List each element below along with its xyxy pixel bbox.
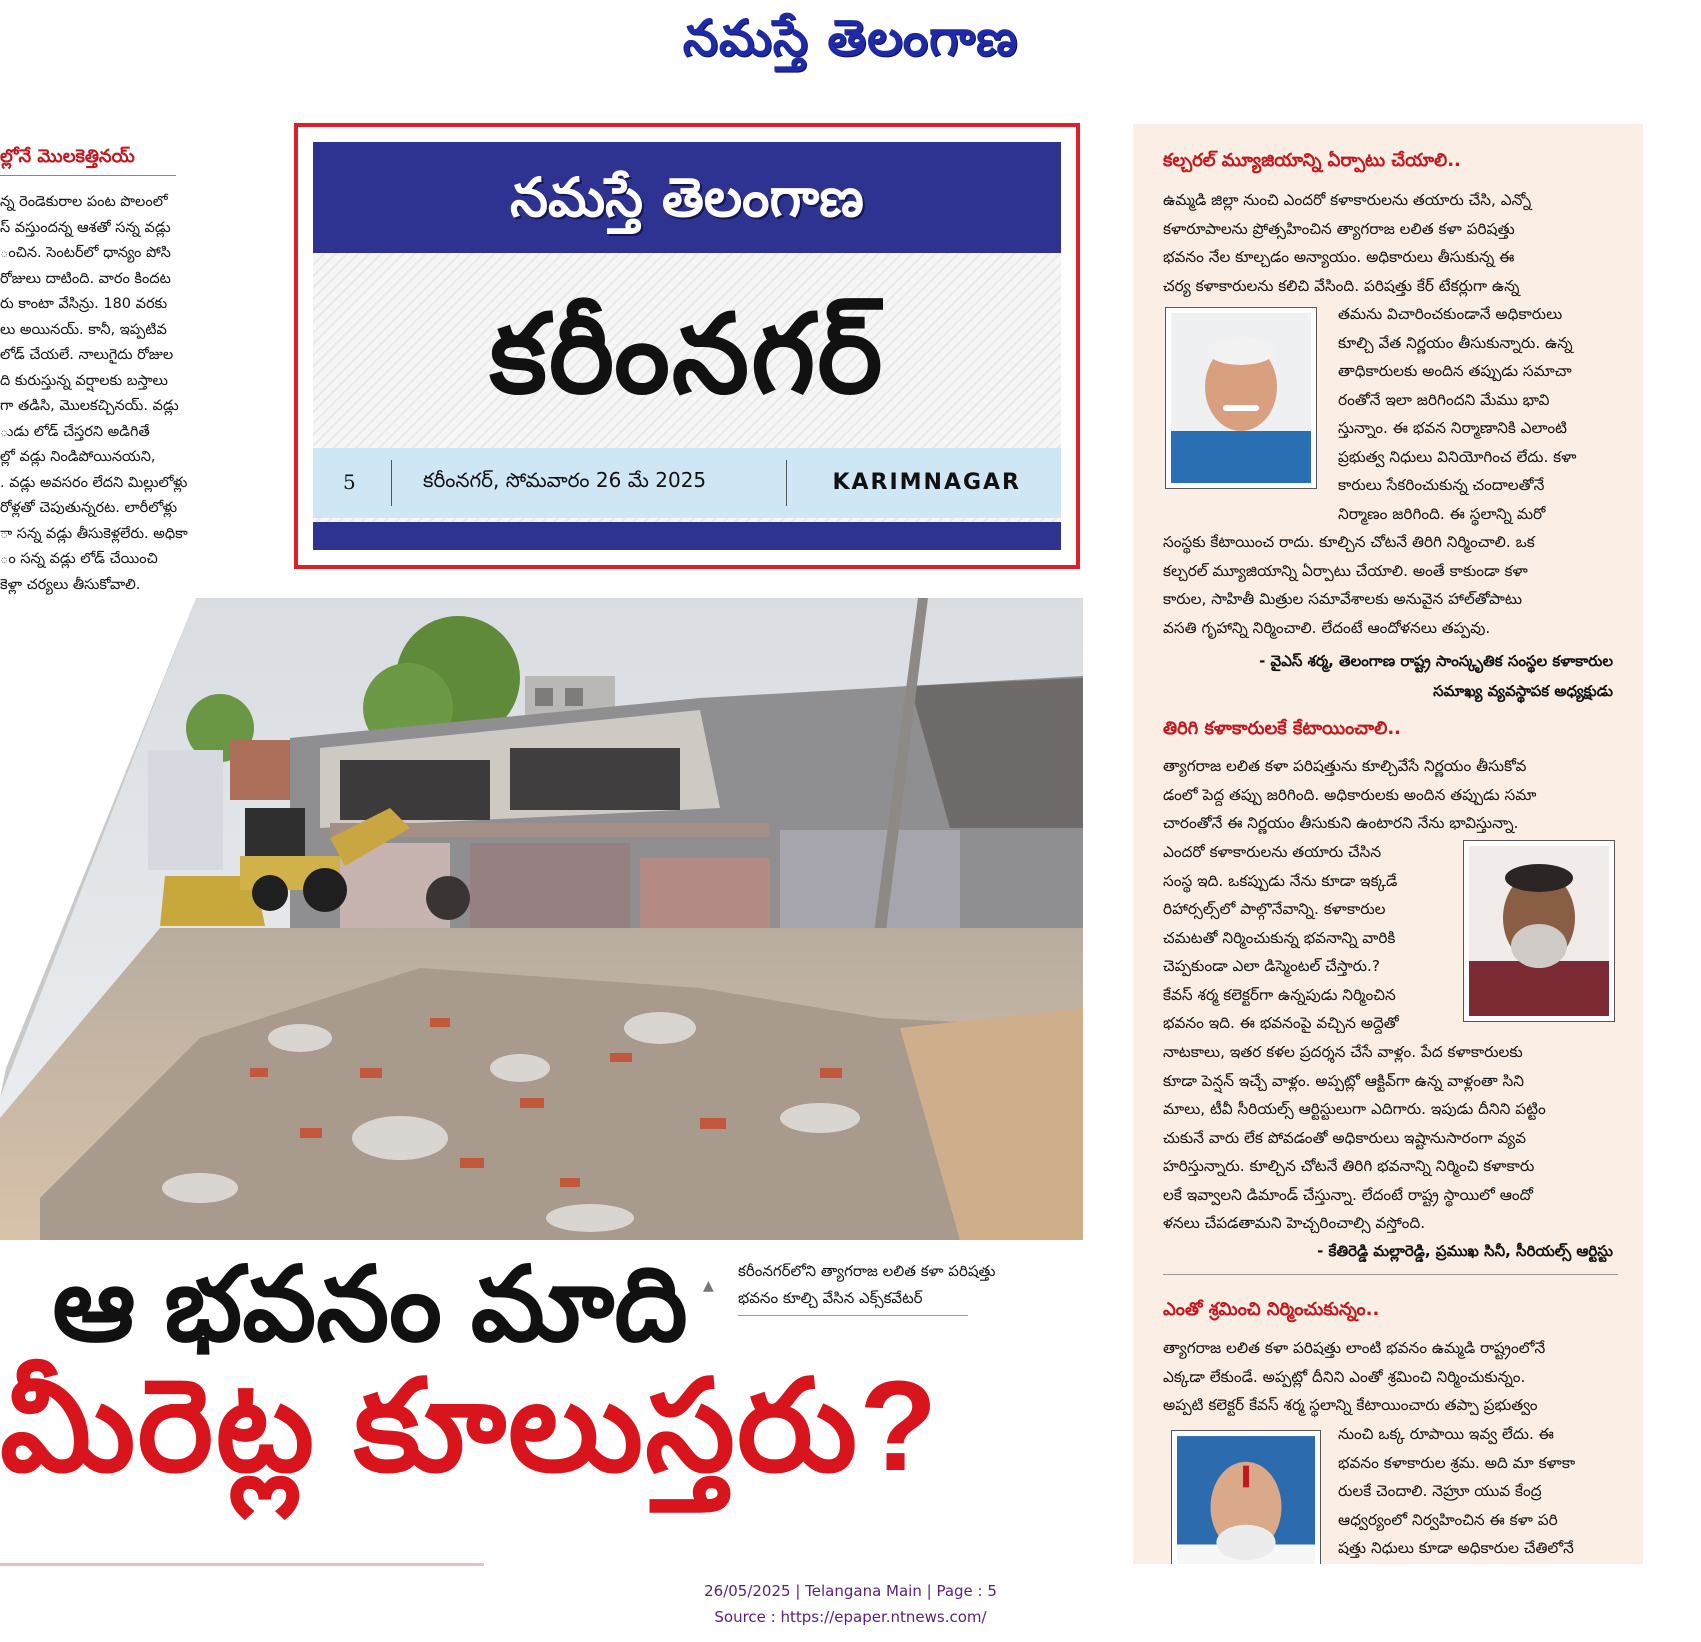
section-divider <box>1163 1274 1618 1275</box>
text-line: ఎందరో కళాకారులను తయారు చేసిన <box>1163 843 1382 861</box>
text-line: వసతి గృహాన్ని నిర్మించాలి. లేదంటే ఆందోళనలు తప్పవు. <box>1163 618 1491 637</box>
text-line: చెప్పకుండా ఎలా డిస్మెంటల్ చేస్తారు.? <box>1163 957 1380 975</box>
text-line: సంస్థకు కేటాయించ రాదు. కూల్చిన చోటనే తిరిగి నిర్మించాలి. ఒక <box>1163 533 1535 551</box>
section-2-text-top <box>1163 752 1536 838</box>
section-1-heading: కల్చరల్ మ్యూజియాన్ని ఏర్పాటు చేయాలి.. <box>1163 150 1461 171</box>
left-column-line: కెళ్లా చర్యలు తీసుకోవాలి. <box>0 576 141 593</box>
text-line: భవనం ఇది. ఈ భవనంపై వచ్చిన అద్దెతో <box>1163 1014 1399 1032</box>
left-column-line: రోజులు దాటింది. వారం కిందట <box>0 270 171 287</box>
edition-city-title: కరీంనగర్ <box>489 293 885 416</box>
masthead: నమస్తే తెలంగాణ <box>682 8 1019 67</box>
text-line: ళనలు చేపడతామని హెచ్చరించాల్సి వస్తోంది. <box>1163 1214 1426 1232</box>
caption-divider <box>738 1315 968 1316</box>
edition-city-english: KARIMNAGAR <box>832 470 1021 495</box>
text-line: అప్పటి కలెక్టర్ కేవస్ శర్మ స్థలాన్ని కేటాయించారు తప్పా ప్రభుత్వం <box>1163 1396 1538 1414</box>
photo-caption-line: కరీంనగర్‌లోని త్యాగరాజ లలిత కళా పరిషత్తు <box>738 1262 996 1280</box>
section-2-signature: - కేతిరెడ్డి మల్లారెడ్డి, ప్రముఖ సినీ, సీరియల్స్ ఆర్టిస్టు <box>1317 1242 1613 1260</box>
edition-box-bottom-band <box>313 522 1061 550</box>
text-line: భవనం కళాకారుల శ్రమ. అది మా కళాకా <box>1338 1453 1576 1472</box>
text-line: తమను విచారించకుండానే అధికారులు <box>1338 305 1563 323</box>
headline-line-1: ఆ భవనం మాది <box>52 1247 688 1363</box>
caption-arrow-icon: ▲ <box>703 1278 714 1294</box>
text-line: చర్య కళాకారులను కలిచి వేసింది. పరిషత్తు కేర్ టేకర్లుగా ఉన్న <box>1163 276 1520 295</box>
text-line: నుంచి ఒక్క రూపాయి ఇవ్వ లేదు. ఈ <box>1338 1425 1554 1443</box>
portrait-ketireddy-mallareddy <box>1463 840 1615 1022</box>
section-1-text-beside <box>1338 300 1576 528</box>
bottom-divider <box>0 1563 484 1566</box>
section-3-text-top <box>1163 1334 1545 1420</box>
section-1-text-top <box>1163 186 1531 300</box>
text-line: డంలో పెద్ద తప్పు జరిగింది. అధికారులకు అందిన తప్పుడు సమా <box>1163 785 1537 804</box>
text-line: రంతోనే ఇలా జరిగిందని మేము భావి <box>1338 390 1550 409</box>
left-column-line: ం సన్న వడ్లు లోడ్ చేయించి <box>0 551 158 567</box>
headline-line-2: మీరెట్ల కూలుస్తరు? <box>0 1355 940 1498</box>
text-line: మాలు, టీవీ సీరియల్స్ ఆర్టిస్టులుగా ఎదిగారు. ఇపుడు దీనిని పట్టిం <box>1163 1100 1546 1118</box>
edition-box <box>294 123 1080 569</box>
section-1-signature: - వైఎస్ శర్మ, తెలంగాణ రాష్ట్ర సాంస్కృతిక సంస్థల కళాకారుల <box>1259 652 1613 670</box>
text-line: కల్చరల్ మ్యూజియాన్ని ఏర్పాటు చేయాలి. అంతే కాకుండా కళా <box>1163 561 1528 580</box>
section-2-text-beside <box>1163 838 1399 1038</box>
text-line: రిహార్సల్స్‌లో పాల్గొనేవాన్ని. కళాకారుల <box>1163 900 1386 918</box>
text-line: చారంతోనే ఈ నిర్ణయం తీసుకుని ఉంటారని నేను భావిస్తున్నా. <box>1163 814 1519 832</box>
section-1-signature-title: సమాఖ్య వ్యవస్థాపక అధ్యక్షుడు <box>1433 682 1613 700</box>
left-column-line: న్న రెండెకురాల పంట పొలంలో <box>0 194 168 210</box>
text-line: నాటకాలు, ఇతర కళల ప్రదర్శన చేసే వాళ్లం. పేద కళాకారులకు <box>1163 1043 1523 1061</box>
section-2-heading: తిరిగి కళాకారులకే కేటాయించాలి.. <box>1163 718 1401 739</box>
left-column-paragraph <box>0 190 232 598</box>
text-line: త్యాగరాజ లలిత కళా పరిషత్తును కూల్చివేసే నిర్ణయం తీసుకోవ <box>1163 757 1527 775</box>
left-column-line: . వడ్లు అవసరం లేదని మిల్లులోళ్లు <box>0 474 188 491</box>
portrait-artist-three <box>1171 1430 1321 1564</box>
left-column-line: లోడ్ చేయలే. నాలుగైదు రోజుల <box>0 347 174 363</box>
text-line: రులకే చెందాలి. నెహ్రూ యువ కేంద్ర <box>1338 1482 1542 1500</box>
text-line: కారులు సేకరించుకున్న చందాలతోనే <box>1338 476 1545 494</box>
text-line: భవనం నేల కూల్చడం అన్యాయం. అధికారులు తీసుకున్న ఈ <box>1163 248 1515 266</box>
left-column-line: ల్లో వడ్లు నిండిపోయినయని, <box>0 449 156 465</box>
text-line: హరిస్తున్నారు. కూల్చిన చోటనే తిరిగి భవనాన్ని నిర్మించి కళాకారు <box>1163 1157 1535 1175</box>
edition-date: కరీంనగర్, సోమవారం 26 మే 2025 <box>423 468 707 492</box>
text-line: కారుల, సాహితీ మిత్రుల సమావేశాలకు అనువైన హాల్‌తోపాటు <box>1163 590 1522 608</box>
strip-separator <box>391 460 392 506</box>
left-column-line: ా సన్న వడ్లు తీసుకెళ్లలేరు. అధికా <box>0 525 188 542</box>
text-line: కేవస్ శర్మ కలెక్టర్‌గా ఉన్నపుడు నిర్మించిన <box>1163 985 1396 1004</box>
opinions-panel <box>1133 124 1643 1564</box>
section-3-text-beside <box>1338 1420 1575 1563</box>
text-line: చమటతో నిర్మించుకున్న భవనాన్ని వారికి <box>1163 928 1396 947</box>
text-line: ఉమ్మడి జిల్లా నుంచి ఎందరో కళాకారులను తయారు చేసి, ఎన్నో <box>1163 191 1532 209</box>
text-line: తాధికారులకు అందిన తప్పుడు సమాచా <box>1338 362 1572 380</box>
footer-date-info: 26/05/2025 | Telangana Main | Page : 5 <box>704 1582 997 1600</box>
text-line: కూడా పెన్షన్ ఇచ్చే వాళ్లం. అప్పట్లో ఆక్టివ్‌గా ఉన్న వాళ్లంతా సిని <box>1163 1071 1525 1090</box>
left-column-line: ుడు లోడ్ చేస్తరని అడిగితే <box>0 423 150 440</box>
text-line: స్తున్నాం. ఈ భవన నిర్మాణానికి ఎలాంటి <box>1338 419 1567 437</box>
left-column-line: గా తడిసి, మొలకచ్చినయ్. వడ్లు <box>0 398 179 414</box>
text-line: సంస్థ ఇది. ఒకప్పుడు నేను కూడా ఇక్కడే <box>1163 871 1398 890</box>
text-line: నిర్మాణం జరిగింది. ఈ స్థలాన్ని మరో <box>1338 504 1546 523</box>
footer-source[interactable]: Source : https://epaper.ntnews.com/ <box>714 1608 987 1626</box>
text-line: ఆధ్వర్యంలో నిర్వహించిన ఈ కళా పరి <box>1338 1510 1558 1529</box>
photo-caption <box>738 1258 995 1312</box>
page-number: 5 <box>343 470 356 494</box>
edition-box-masthead: నమస్తే తెలంగాణ <box>313 142 1061 253</box>
left-column-line: ంచిన. సెంటర్‌లో ధాన్యం పోసి <box>0 245 171 261</box>
portrait-vs-sharma <box>1165 307 1317 489</box>
left-column-line: ది కురుస్తున్న వర్షాలకు బస్తాలు <box>0 372 168 389</box>
text-line: కూల్చి వేత నిర్ణయం తీసుకున్నారు. ఉన్న <box>1338 333 1573 352</box>
demolition-photo <box>0 598 1083 1240</box>
left-column-line: స్ వస్తుందన్న ఆశతో సన్న వడ్లు <box>0 219 171 236</box>
left-column-line: రు కాంటా వేసిన్రు. 180 వరకు <box>0 296 168 312</box>
section-1-text-bottom <box>1163 528 1535 642</box>
text-line: ప్రభుత్వ నిధులు వినియోగించ లేదు. కళా <box>1338 447 1577 466</box>
text-line: చుకునే వారు లేక పోవడంతో అధికారులు ఇష్టానుసారంగా వ్యవ <box>1163 1128 1527 1147</box>
left-column-line: రోళ్లతో చెపుతున్నరట. లారీలోళ్లు <box>0 500 178 516</box>
section-3-heading: ఎంతో శ్రమించి నిర్మించుకున్నం.. <box>1163 1299 1380 1320</box>
section-2-text-bottom <box>1163 1038 1546 1238</box>
text-line: ఎక్కడా లేకుండే. అప్పట్లో దీనిని ఎంతో శ్రమించి నిర్మించుకున్నం. <box>1163 1367 1526 1386</box>
text-line: లకే ఇవ్వాలని డిమాండ్ చేస్తున్నా. లేదంటే రాష్ట్ర స్థాయిలో ఆందో <box>1163 1185 1533 1204</box>
left-column-line: లు అయినయ్. కానీ, ఇప్పటివ <box>0 321 167 338</box>
text-line: కళారూపాలను ప్రోత్సహించిన త్యాగరాజ లలిత కళా పరిషత్తు <box>1163 219 1515 238</box>
photo-caption-line: భవనం కూల్చి వేసిన ఎక్స్‌కవేటర్ <box>738 1289 923 1307</box>
text-line: షత్తు నిధులు కూడా అధికారుల చేతిలోనే <box>1338 1539 1574 1557</box>
text-line: త్యాగరాజ లలిత కళా పరిషత్తు లాంటి భవనం ఉమ్మడి రాష్ట్రంలోనే <box>1163 1339 1546 1357</box>
left-column-headline: ల్లోనే మొలకెత్తినయ్ <box>0 146 176 176</box>
edition-info-strip <box>313 448 1061 518</box>
strip-separator <box>786 460 787 506</box>
